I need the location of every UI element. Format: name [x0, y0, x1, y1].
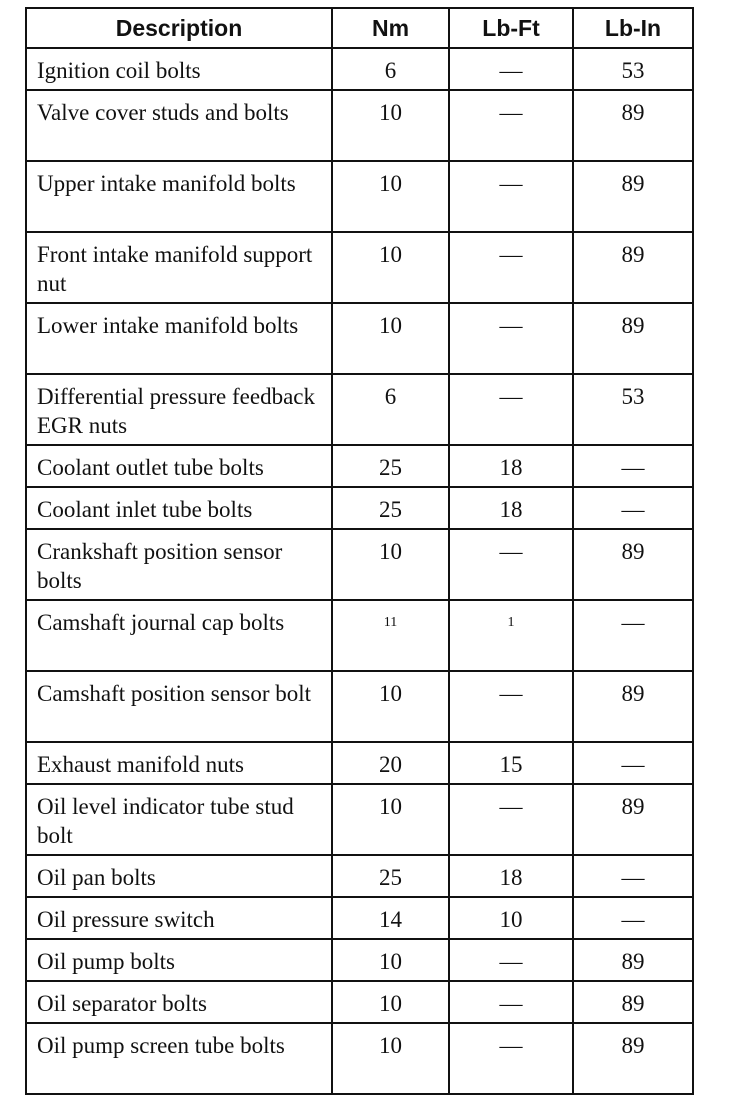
lb-in-cell: — [573, 742, 693, 784]
table-row [26, 90, 693, 161]
description-cell: Differential pressure feedback EGR nuts [26, 374, 332, 445]
table-row [26, 445, 693, 487]
lb-in-cell: — [573, 897, 693, 939]
lb-ft-cell: — [449, 784, 573, 855]
lb-ft-cell: — [449, 671, 573, 742]
table-row [26, 1023, 693, 1094]
nm-cell: 25 [332, 855, 449, 897]
table-row [26, 939, 693, 981]
description-cell: Coolant outlet tube bolts [26, 445, 332, 487]
nm-cell: 10 [332, 981, 449, 1023]
description-cell: Camshaft position sensor bolt [26, 671, 332, 742]
nm-cell: 10 [332, 529, 449, 600]
nm-cell: 10 [332, 939, 449, 981]
description-cell: Valve cover studs and bolts [26, 90, 332, 161]
description-cell: Lower intake manifold bolts [26, 303, 332, 374]
column-header-nm: Nm [332, 8, 449, 48]
description-cell: Crankshaft position sensor bolts [26, 529, 332, 600]
description-cell: Front intake manifold support nut [26, 232, 332, 303]
column-header-description: Description [26, 8, 332, 48]
column-header-lb-in: Lb-In [573, 8, 693, 48]
lb-in-cell: 89 [573, 671, 693, 742]
description-cell: Oil pan bolts [26, 855, 332, 897]
lb-in-cell: 89 [573, 90, 693, 161]
nm-cell: 10 [332, 161, 449, 232]
lb-ft-cell: 1 [449, 600, 573, 671]
lb-ft-cell: — [449, 232, 573, 303]
table-body [26, 48, 693, 1094]
table-row [26, 529, 693, 600]
lb-in-cell: 53 [573, 48, 693, 90]
table-row [26, 981, 693, 1023]
lb-in-cell: 53 [573, 374, 693, 445]
description-cell: Oil separator bolts [26, 981, 332, 1023]
table-row [26, 161, 693, 232]
header-row [26, 8, 693, 48]
lb-in-cell: 89 [573, 529, 693, 600]
description-cell: Oil level indicator tube stud bolt [26, 784, 332, 855]
table-row [26, 303, 693, 374]
table-row [26, 671, 693, 742]
lb-ft-cell: — [449, 161, 573, 232]
nm-cell: 10 [332, 1023, 449, 1094]
lb-in-cell: — [573, 445, 693, 487]
nm-cell: 10 [332, 671, 449, 742]
nm-cell: 20 [332, 742, 449, 784]
lb-in-cell: — [573, 487, 693, 529]
lb-in-cell: 89 [573, 784, 693, 855]
nm-cell: 10 [332, 303, 449, 374]
lb-ft-cell: — [449, 374, 573, 445]
table-row [26, 855, 693, 897]
lb-ft-cell: — [449, 1023, 573, 1094]
table-row [26, 48, 693, 90]
nm-cell: 10 [332, 232, 449, 303]
lb-ft-cell: 10 [449, 897, 573, 939]
nm-cell: 25 [332, 445, 449, 487]
lb-in-cell: 89 [573, 161, 693, 232]
nm-cell: 6 [332, 48, 449, 90]
nm-cell: 14 [332, 897, 449, 939]
lb-in-cell: — [573, 600, 693, 671]
table-row [26, 487, 693, 529]
lb-ft-cell: 18 [449, 487, 573, 529]
table-row [26, 600, 693, 671]
lb-in-cell: 89 [573, 1023, 693, 1094]
lb-ft-cell: — [449, 529, 573, 600]
nm-cell: 10 [332, 90, 449, 161]
lb-in-cell: 89 [573, 232, 693, 303]
column-header-lb-ft: Lb-Ft [449, 8, 573, 48]
description-cell: Ignition coil bolts [26, 48, 332, 90]
description-cell: Oil pump bolts [26, 939, 332, 981]
description-cell: Coolant inlet tube bolts [26, 487, 332, 529]
table-row [26, 742, 693, 784]
lb-ft-cell: 18 [449, 445, 573, 487]
description-cell: Oil pump screen tube bolts [26, 1023, 332, 1094]
description-cell: Camshaft journal cap bolts [26, 600, 332, 671]
table-row [26, 897, 693, 939]
nm-cell: 6 [332, 374, 449, 445]
nm-cell: 10 [332, 784, 449, 855]
lb-ft-cell: 18 [449, 855, 573, 897]
lb-ft-cell: — [449, 303, 573, 374]
nm-cell: 11 [332, 600, 449, 671]
table-row [26, 784, 693, 855]
description-cell: Exhaust manifold nuts [26, 742, 332, 784]
table-header [26, 8, 693, 48]
lb-ft-cell: 15 [449, 742, 573, 784]
lb-in-cell: 89 [573, 981, 693, 1023]
nm-cell: 25 [332, 487, 449, 529]
lb-ft-cell: — [449, 48, 573, 90]
table-row [26, 232, 693, 303]
torque-specification-table [25, 7, 694, 1095]
lb-ft-cell: — [449, 939, 573, 981]
lb-in-cell: 89 [573, 303, 693, 374]
description-cell: Oil pressure switch [26, 897, 332, 939]
lb-in-cell: — [573, 855, 693, 897]
lb-ft-cell: — [449, 981, 573, 1023]
lb-in-cell: 89 [573, 939, 693, 981]
lb-ft-cell: — [449, 90, 573, 161]
table-row [26, 374, 693, 445]
description-cell: Upper intake manifold bolts [26, 161, 332, 232]
